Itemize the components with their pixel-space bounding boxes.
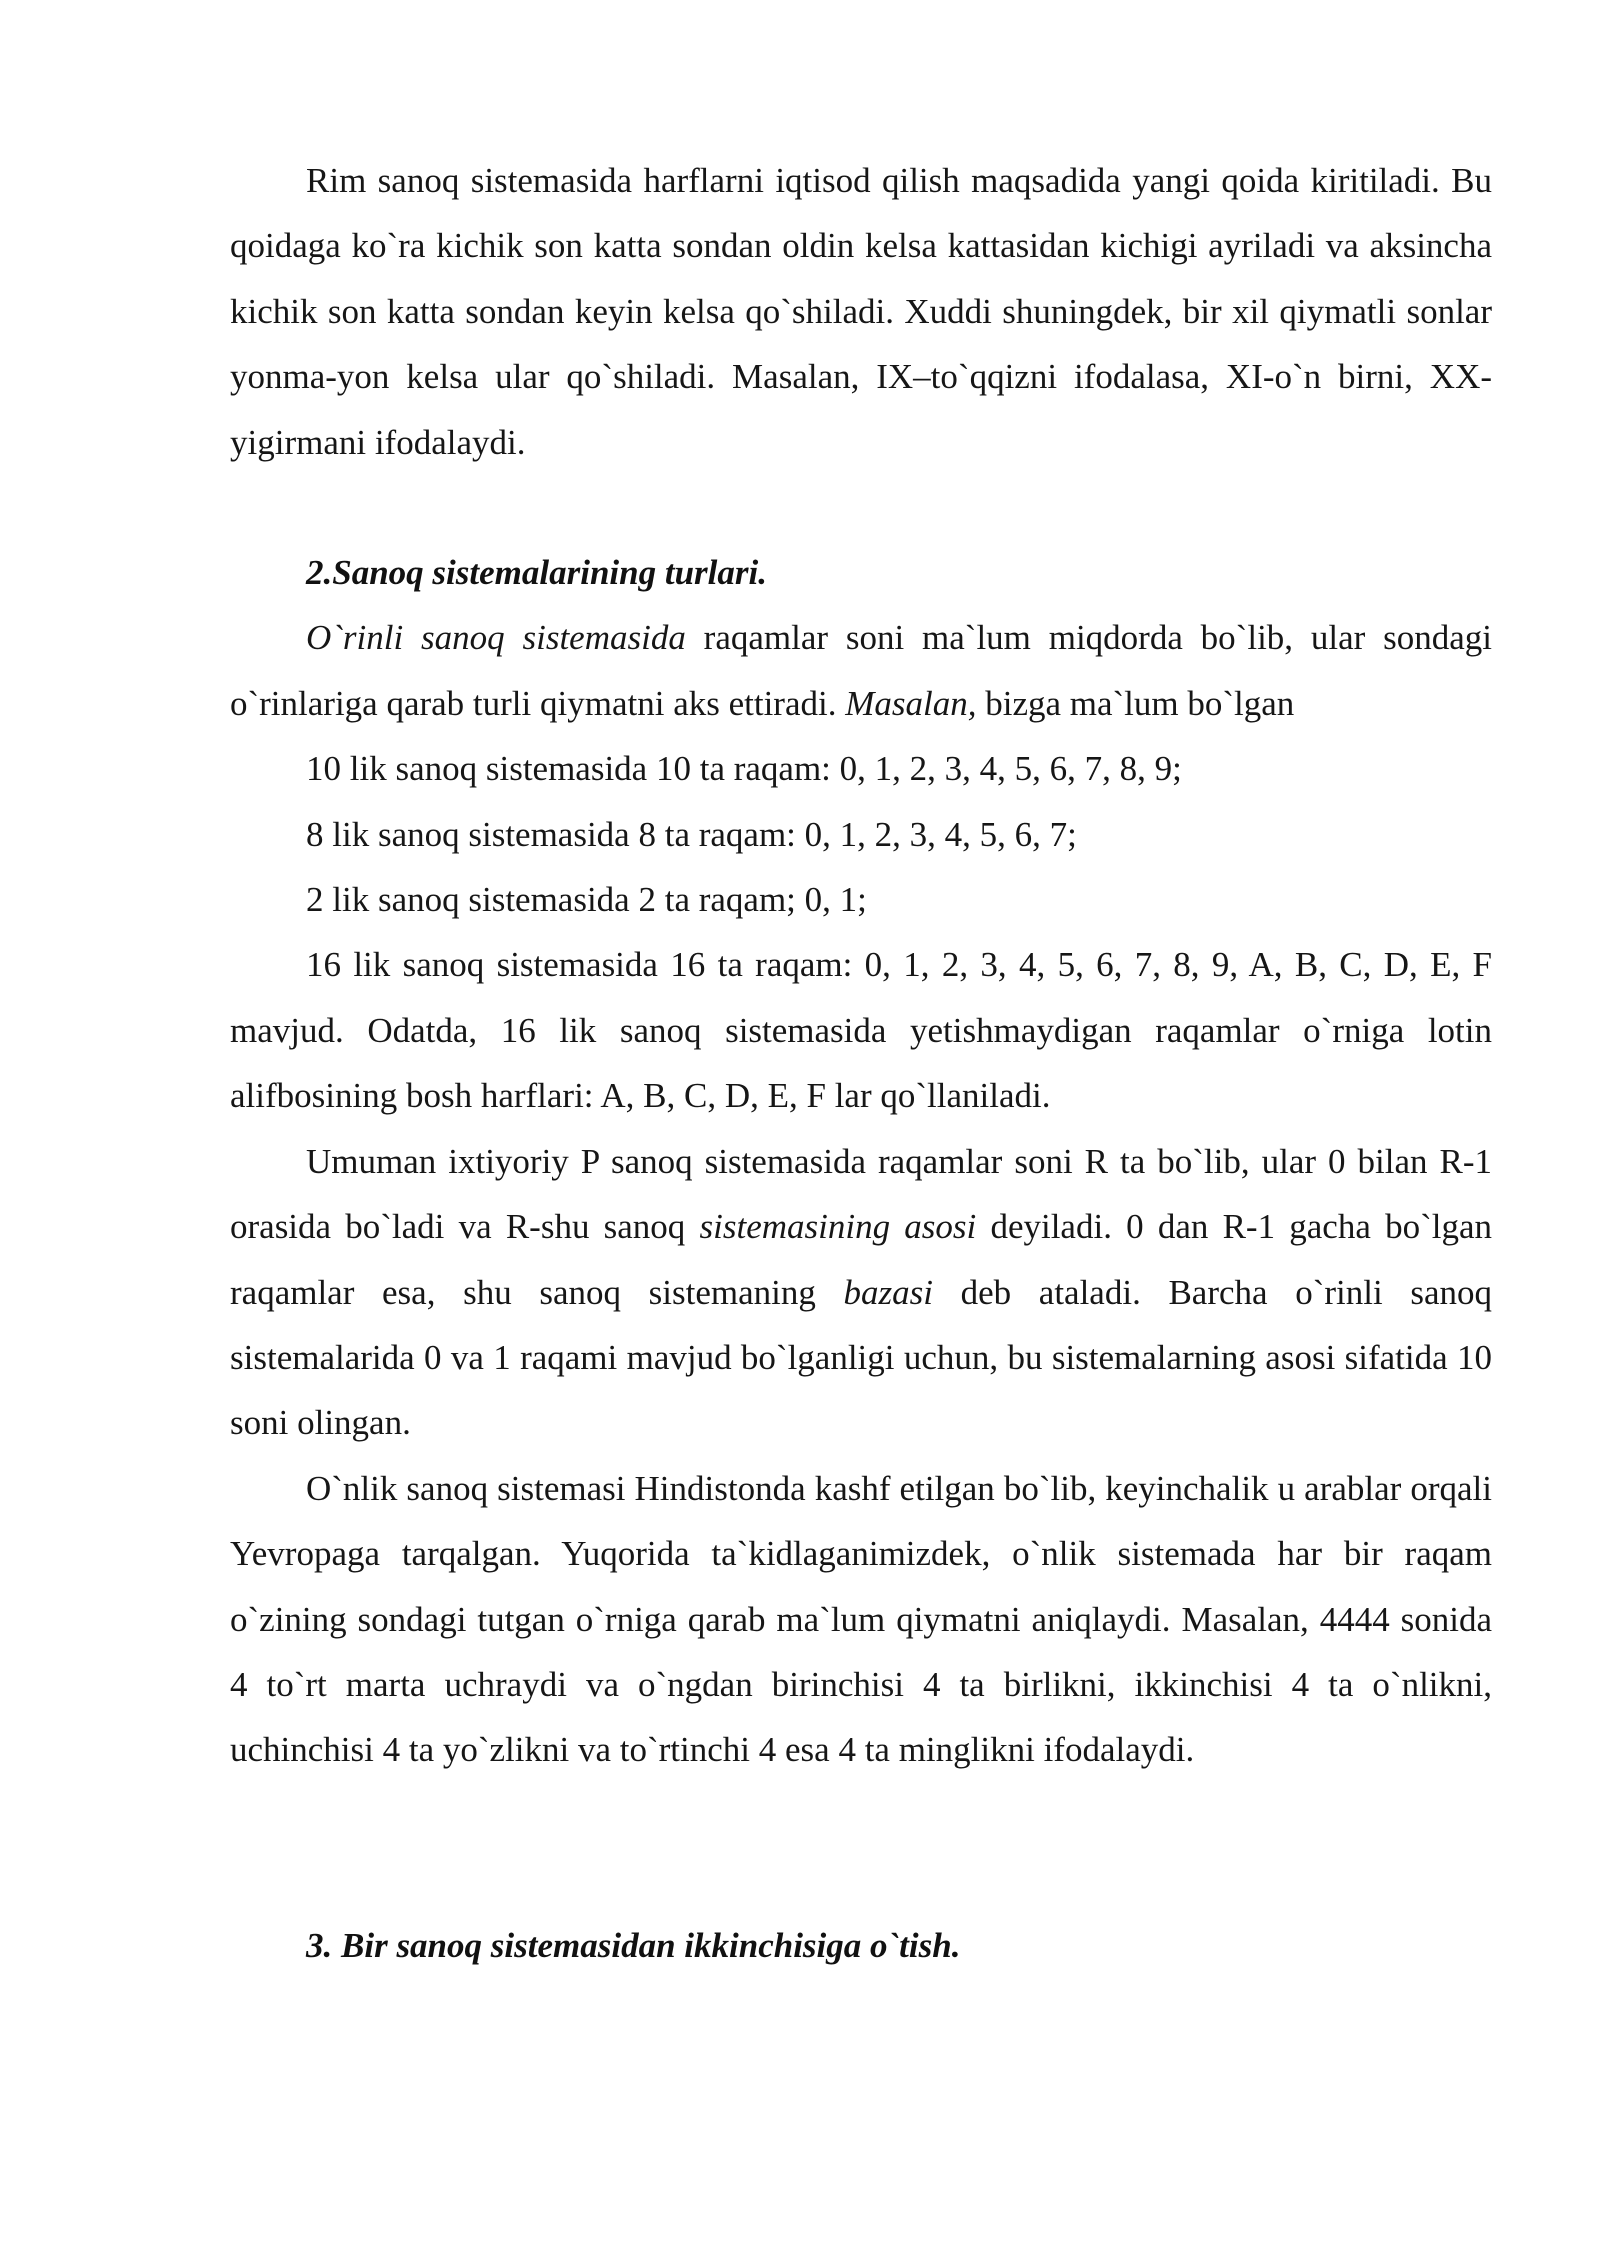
spacer — [230, 1783, 1492, 1913]
list-item-decimal: 10 lik sanoq sistemasida 10 ta raqam: 0, 1, 2, 3, 4, 5, 6, 7, 8, 9; — [306, 749, 1182, 789]
section-2-heading: 2.Sanoq sistemalarining turlari. — [306, 553, 767, 593]
general-text-1: Umuman ixtiyoriy P sanoq sistemasida raqamlar soni R ta bo`lib, ular 0 bilan R-1 orasida bo`ladi va R-shu sanoq — [230, 1141, 1492, 1247]
term-basis: bazasi — [843, 1272, 933, 1312]
paragraph-decimal-history: O`nlik sanoq sistemasi Hindistonda kashf etilgan bo`lib, keyinchalik u arablar orqali Yevropaga tarqalgan. Yuqorida ta`kidlaganimizdek, o`nlik sistemada har bir raqam o`zining sondagi tutgan o`rniga qarab ma`lum qiymatni aniqlaydi. Masalan, 4444 sonida 4 to`rt marta uchraydi va o`ngdan birinchisi 4 ta birlikni, ikkinchisi 4 ta o`nlikni, uchinchisi 4 ta yo`zlikni va to`rtinchi 4 esa 4 ta minglikni ifodalaydi. — [230, 1468, 1492, 1770]
term-system-base: sistemasining asosi — [699, 1207, 977, 1247]
section-3-heading: 3. Bir sanoq sistemasidan ikkinchisiga o`tish. — [306, 1925, 961, 1965]
general-text-3: deb ataladi. Barcha o`rinli sanoq sistemalarida 0 va 1 raqami mavjud bo`lganligi uchun, bu sistemalarning asosi sifatida 10 soni olingan. — [230, 1272, 1492, 1443]
term-positional-system: O`rinli sanoq sistemasida — [306, 618, 686, 658]
document-body — [230, 148, 1492, 1978]
paragraph-positional-system — [230, 605, 1492, 736]
paragraph-general-base — [230, 1129, 1492, 1456]
paragraph-roman-rule: Rim sanoq sistemasida harflarni iqtisod qilish maqsadida yangi qoida kiritiladi. Bu qoidaga ko`ra kichik son katta sondan oldin kelsa kattasidan kichigi ayriladi va aksincha kichik son katta sondan keyin kelsa qo`shiladi. Xuddi shuningdek, bir xil qiymatli sonlar yonma-yon kelsa ular qo`shiladi. Masalan, IX–to`qqizni ifodalasa, XI-o`n birni, XX-yigirmani ifodalaydi. — [230, 161, 1492, 462]
example-word: Masalan, — [845, 683, 977, 723]
list-item-binary: 2 lik sanoq sistemasida 2 ta raqam; 0, 1; — [306, 880, 867, 920]
list-item-octal: 8 lik sanoq sistemasida 8 ta raqam: 0, 1, 2, 3, 4, 5, 6, 7; — [306, 814, 1077, 854]
positional-text-1: raqamlar soni ma`lum miqdorda bo`lib, ular sondagi o`rinlariga qarab turli qiymatni aks ettiradi. — [230, 618, 1492, 723]
list-item-hexadecimal: 16 lik sanoq sistemasida 16 ta raqam: 0, 1, 2, 3, 4, 5, 6, 7, 8, 9, A, B, C, D, E, F mavjud. Odatda, 16 lik sanoq sistemasida yetishmaydigan raqamlar o`rniga lotin alifbosining bosh harflari: A, B, C, D, E, F lar qo`llaniladi. — [230, 945, 1492, 1116]
positional-text-2: bizga ma`lum bo`lgan — [976, 683, 1295, 723]
spacer — [230, 475, 1492, 540]
general-text-2: deyiladi. 0 dan R-1 gacha bo`lgan raqamlar esa, shu sanoq sistemaning — [230, 1207, 1492, 1312]
